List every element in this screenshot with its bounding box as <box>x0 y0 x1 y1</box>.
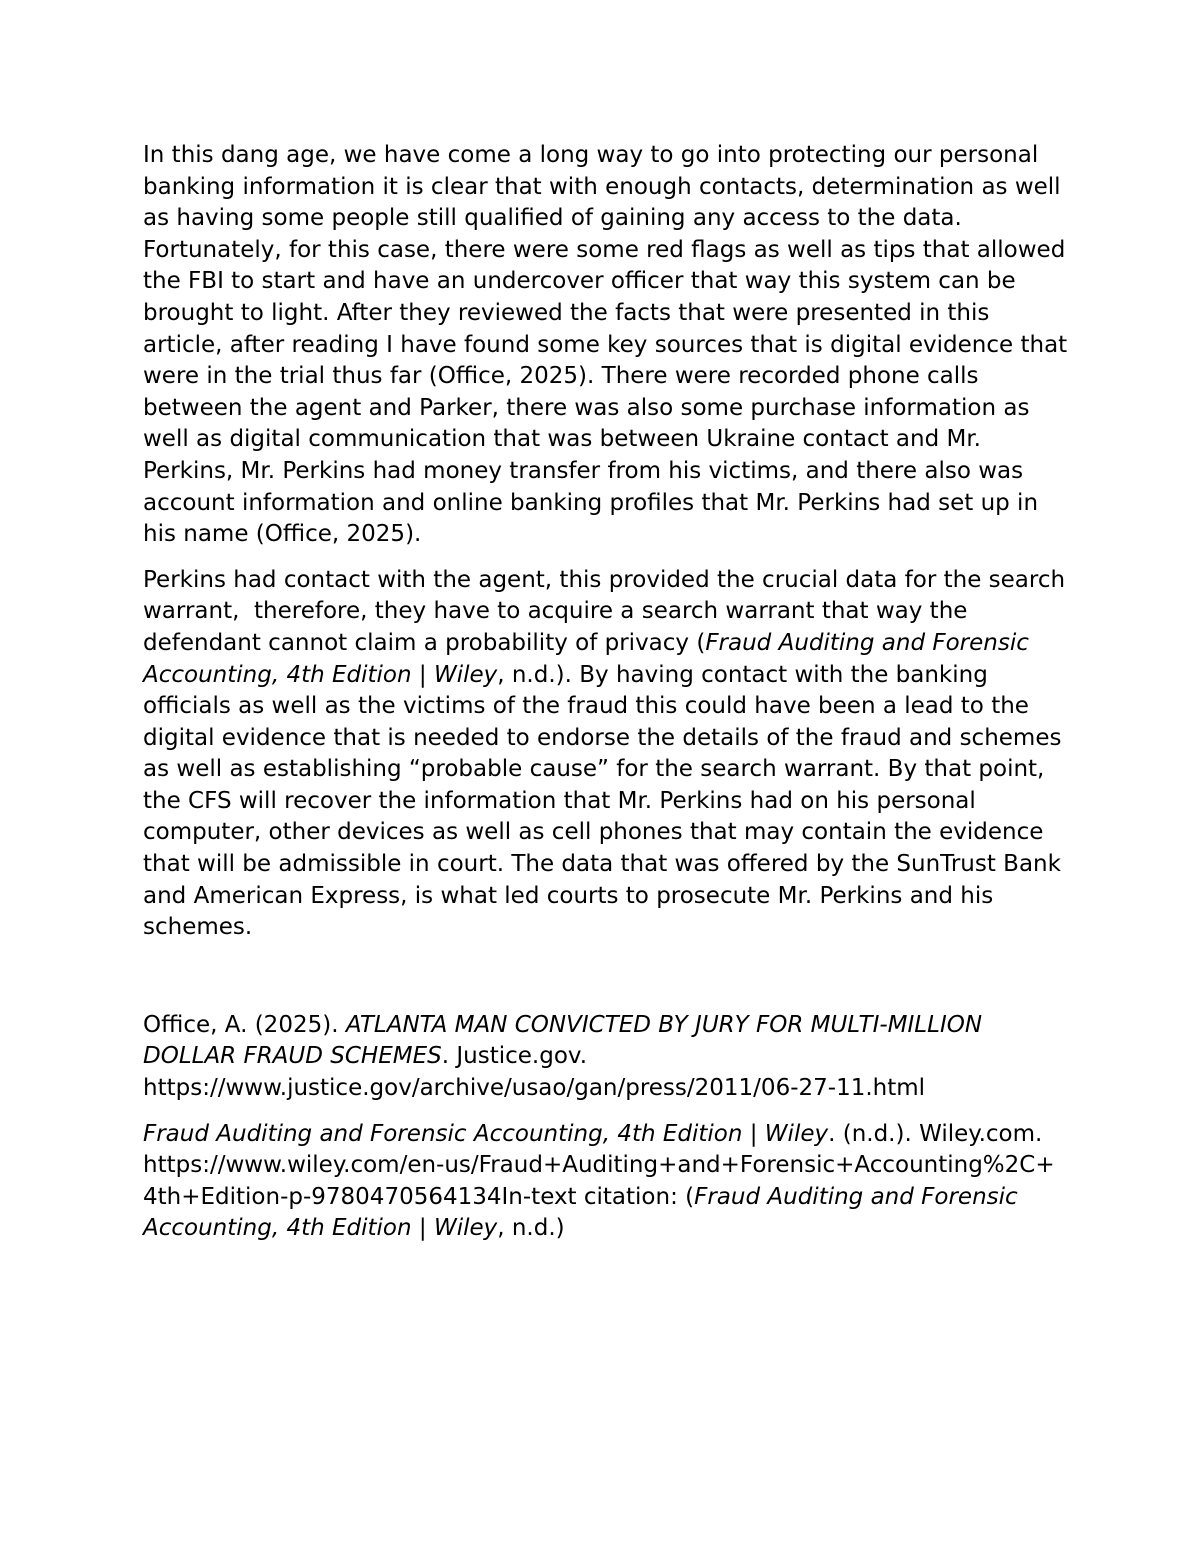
reference-1-source: . Justice.gov. <box>441 1043 588 1070</box>
reference-entry-2 <box>143 1119 1068 1245</box>
reference-2-intext-suffix: , n.d.) <box>497 1215 565 1242</box>
paragraph-2-citation-title: Fraud Auditing and Forensic Accounting, 4th Edition | Wiley <box>143 629 1037 688</box>
reference-1-author: Office, A. (2025). <box>143 1011 346 1038</box>
reference-1-url[interactable]: https://www.justice.gov/archive/usao/gan/press/2011/06-27-11.html <box>143 1075 926 1102</box>
reference-1-title: ATLANTA MAN CONVICTED BY JURY FOR MULTI-MILLION DOLLAR FRAUD SCHEMES <box>143 1011 983 1070</box>
reference-entry-1 <box>143 1010 1068 1105</box>
reference-2-intext-prefix: In-text citation: ( <box>501 1183 695 1210</box>
paragraph-2-text-b: , n.d.). By having contact with the banking officials as well as the victims of the fraud this could have been a lead to the digital evidence that is needed to endorse the details of the fraud and schemes as well as establishing “probable cause” for the search warrant. By that point, the CFS will recover the information that Mr. Perkins had on his personal computer, other devices as well as cell phones that may contain the evidence that will be admissible in court. The data that was offered by the SunTrust Bank and American Express, is what led courts to prosecute Mr. Perkins and his schemes. <box>143 661 1069 941</box>
paragraph-2-text-a: Perkins had contact with the agent, this provided the crucial data for the search warrant, therefore, they have to acquire a search warrant that way the defendant cannot claim a probability of privacy ( <box>143 566 1073 656</box>
body-paragraph-1: In this dang age, we have come a long way to go into protecting our personal banking information it is clear that with enough contacts, determination as well as having some people still qualified of gaining any access to the data. Fortunately, for this case, there were some red flags as well as tips that allowed the FBI to start and have an undercover officer that way this system can be brought to light. After they reviewed the facts that were presented in this article, after reading I have found some key sources that is digital evidence that were in the trial thus far (Office, 2025). There were recorded phone calls between the agent and Parker, there was also some purchase information as well as digital communication that was between Ukraine contact and Mr. Perkins, Mr. Perkins had money transfer from his victims, and there also was account information and online banking profiles that Mr. Perkins had set up in his name (Office, 2025). <box>143 142 1075 548</box>
section-gap <box>143 958 1068 1010</box>
document-page <box>143 140 1075 1259</box>
reference-2-source: . (n.d.). Wiley.com. <box>828 1120 1043 1147</box>
reference-2-title: Fraud Auditing and Forensic Accounting, 4th Edition | Wiley <box>143 1120 829 1147</box>
body-paragraph-2 <box>143 565 1073 944</box>
reference-2-intext-title: Fraud Auditing and Forensic Accounting, 4th Edition | Wiley <box>143 1183 1018 1242</box>
reference-2-url[interactable]: https://www.wiley.com/en-us/Fraud+Auditing+and+Forensic+Accounting%2C+4th+Edition-p-9780470564134 <box>143 1152 1055 1210</box>
